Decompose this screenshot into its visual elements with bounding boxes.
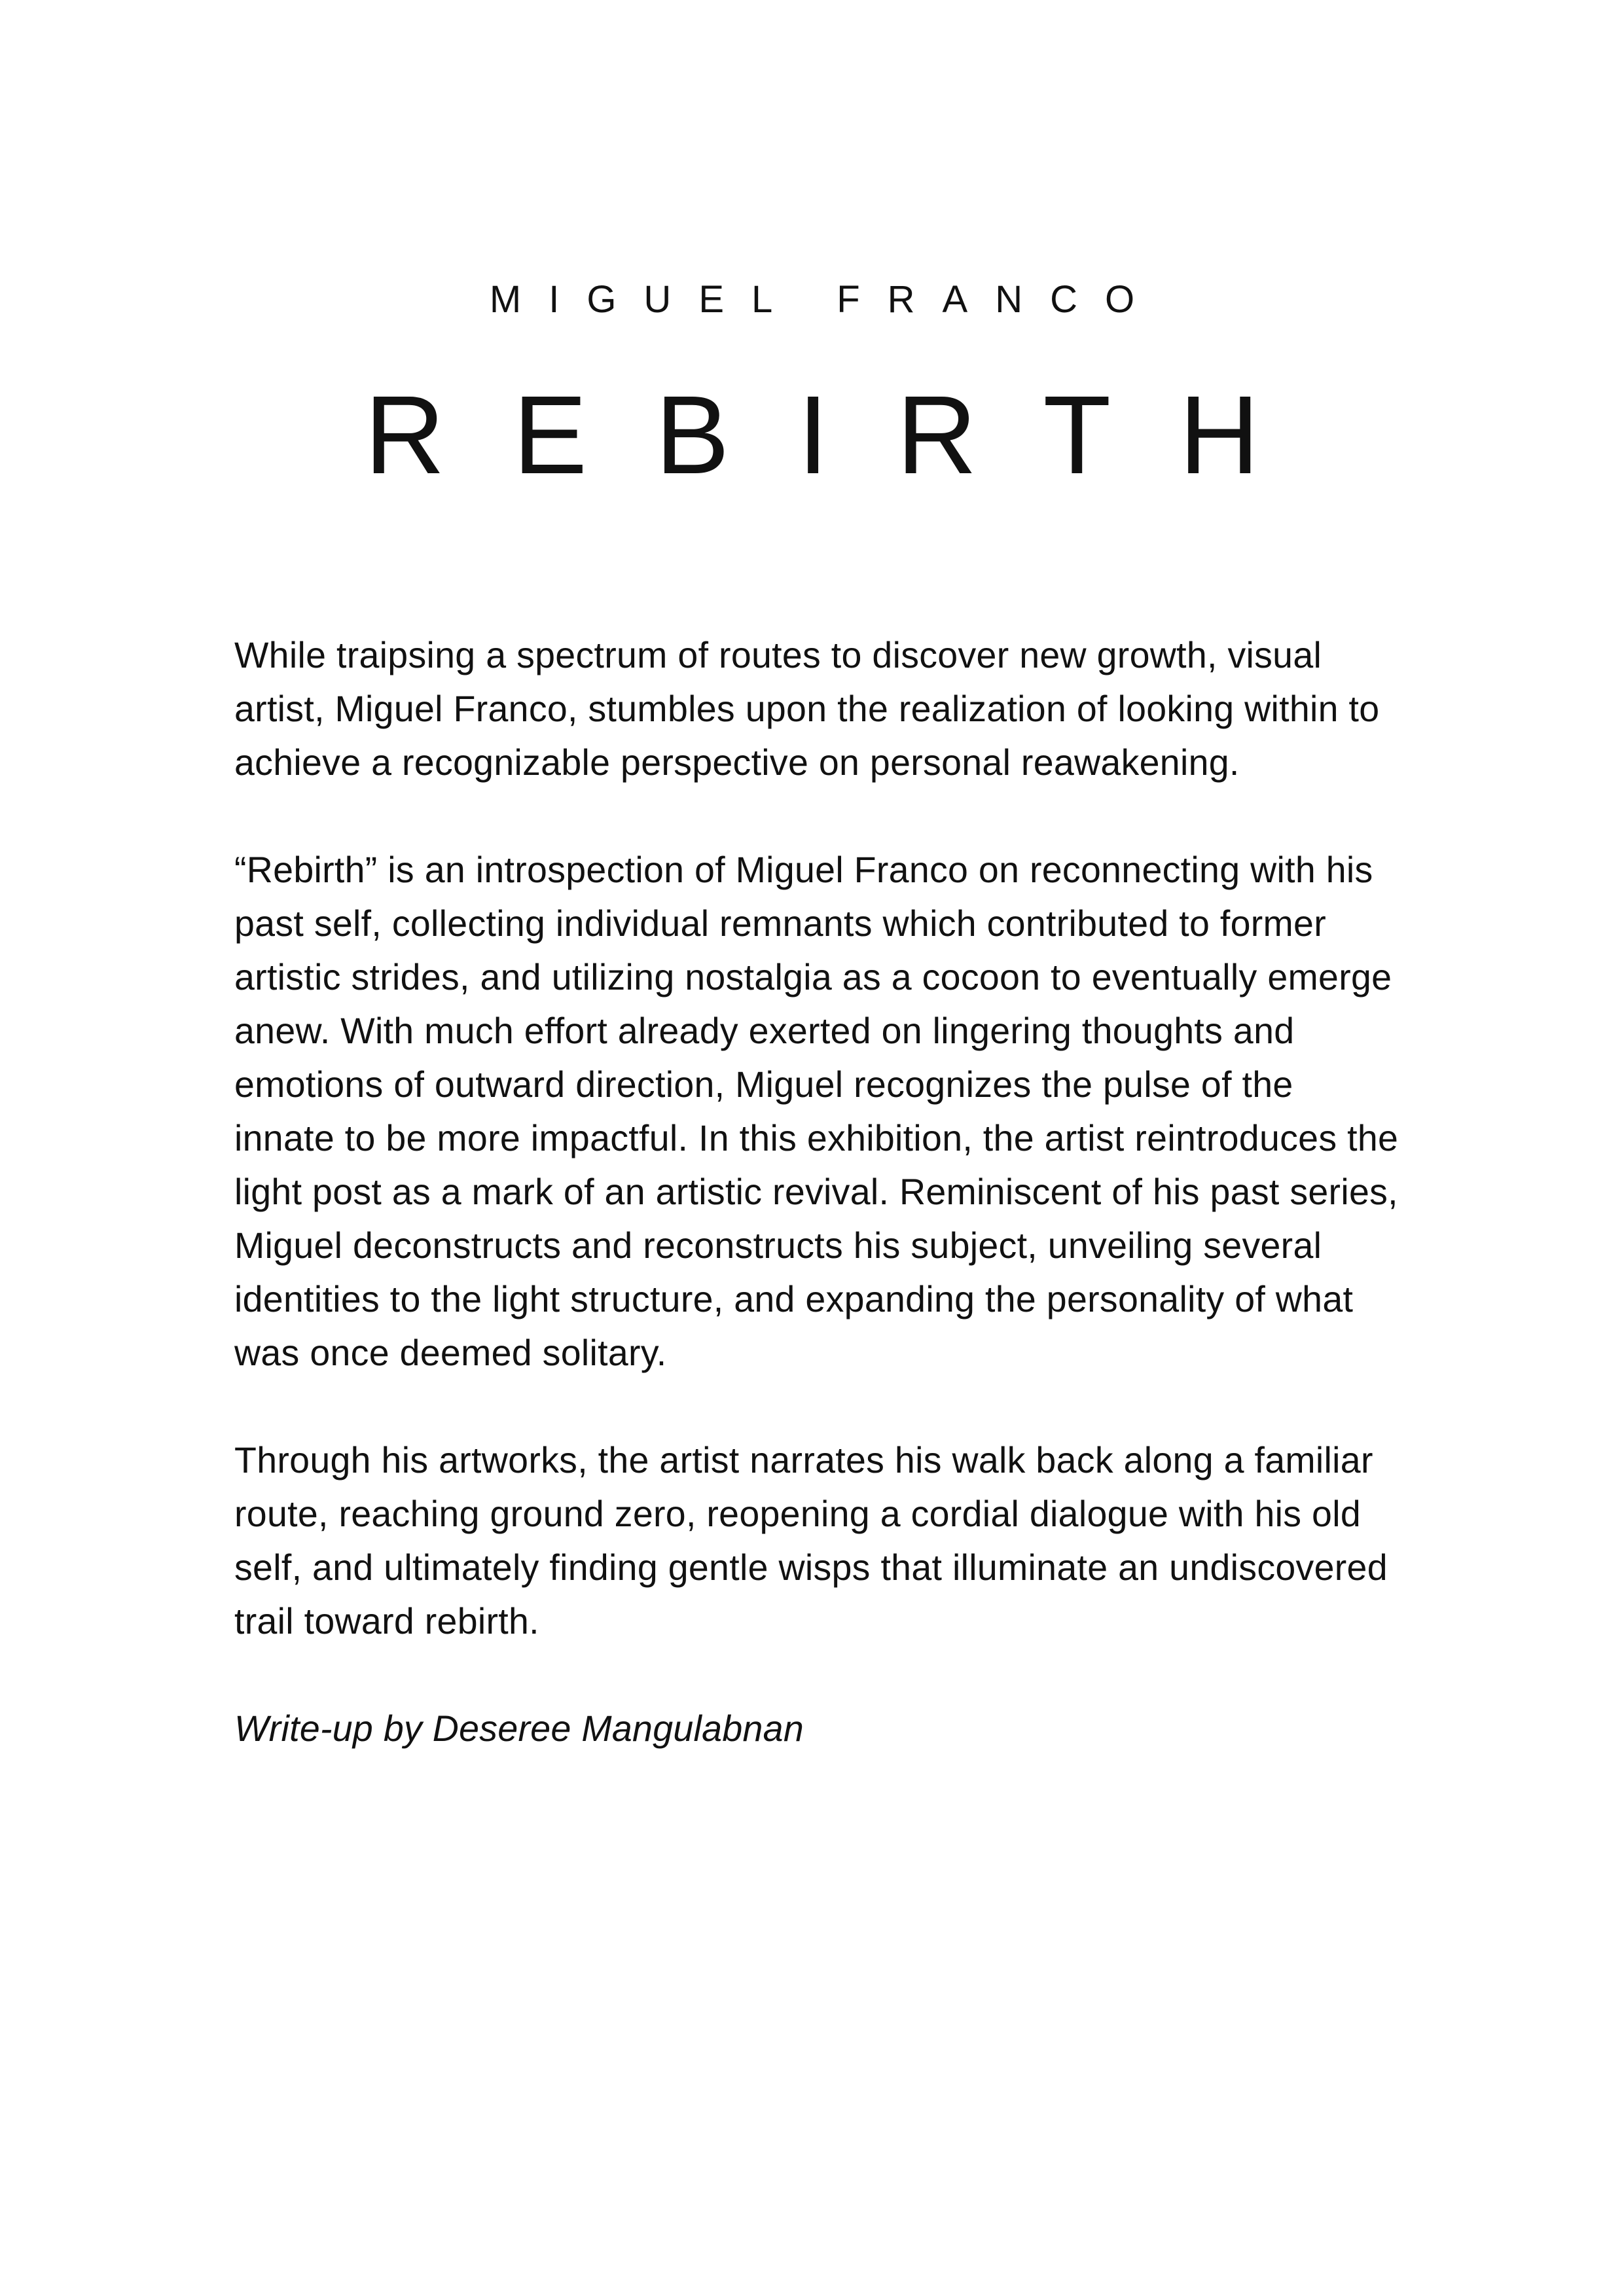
writeup-credit: Write-up by Deseree Mangulabnan (234, 1708, 804, 1749)
closing-paragraph: Through his artworks, the artist narrates his walk back along a familiar route, reaching ground zero, reopening a cordial dialogue with his old self, and ultimately finding gentle wisps that illuminate an undiscovered trail toward rebirth. (234, 1440, 1388, 1641)
description-paragraph: “Rebirth” is an introspection of Miguel Franco on reconnecting with his past self, collecting individual remnants which contributed to former artistic strides, and utilizing nostalgia as a cocoon to eventually emerge anew. With much effort already exerted on lingering thoughts and emotions of outward direction, Miguel recognizes the pulse of the innate to be more impactful. In this exhibition, the artist reintroduces the light post as a mark of an artistic revival. Reminiscent of his past series, Miguel deconstructs and reconstructs his subject, unveiling several identities to the light structure, and expanding the personality of what was once deemed solitary. (234, 850, 1399, 1373)
artist-name: MIGUEL FRANCO (489, 278, 1163, 321)
exhibition-text (234, 628, 1399, 1755)
intro-paragraph: While traipsing a spectrum of routes to discover new growth, visual artist, Miguel Franco, stumbles upon the realization of looking within to achieve a recognizable perspective on personal reawakening. (234, 635, 1380, 783)
exhibition-title: REBIRTH (364, 373, 1328, 497)
